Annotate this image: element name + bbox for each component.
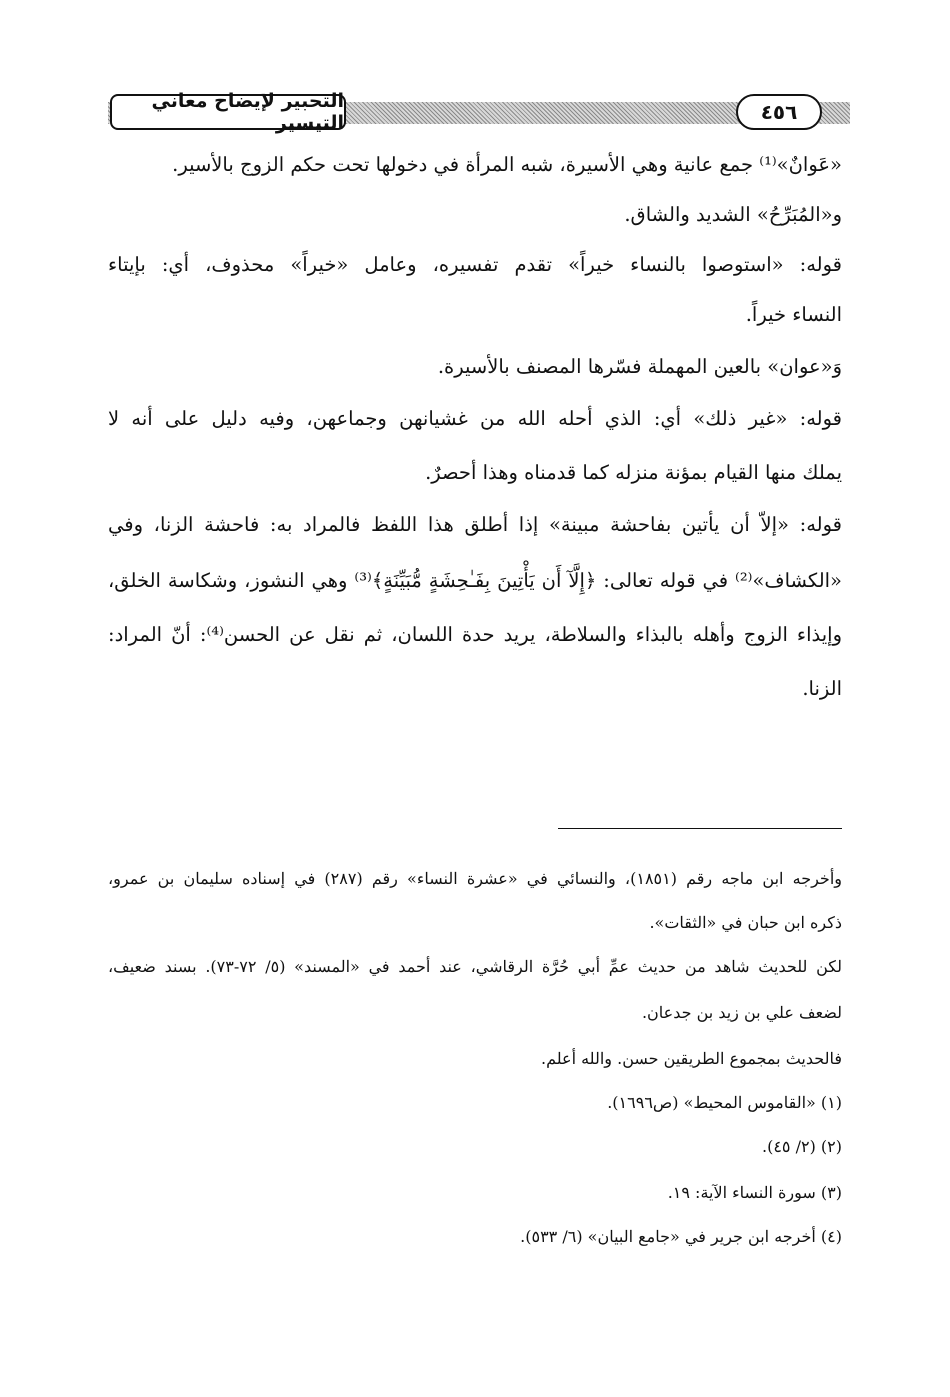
body-line-4: النساء خيراً. (745, 303, 842, 326)
body-line-9: «الكشاف»⁽²⁾ في قوله تعالى: ﴿إِلَّآ أَن يَأْتِينَ بِفَـٰحِشَةٍ مُّبَيِّنَةٍ﴾⁽³⁾ وهي النشوز، وشكاسة الخلق، (108, 569, 842, 592)
footnote-divider (558, 828, 842, 829)
footnote-line-3: لكن للحديث شاهد من حديث عمِّ أبي حُرَّة الرقاشي، عند أحمد في «المسند» (٥/ ٧٢-٧٣). بسند ضعيف، (108, 957, 843, 976)
body-line-10: وإيذاء الزوج وأهله بالبذاء والسلاطة، يريد حدة اللسان، ثم نقل عن الحسن⁽⁴⁾: أنّ المراد: (108, 623, 842, 646)
body-line-5: وَ«عوان» بالعين المهملة فسّرها المصنف بالأسيرة. (437, 355, 842, 378)
body-line-1: «عَوانٌ»⁽¹⁾ جمع عانية وهي الأسيرة، شبه المرأة في دخولها تحت حكم الزوج بالأسير. (172, 153, 842, 176)
footnote-1: (١) «القاموس المحيط» (ص١٦٩٦). (607, 1093, 842, 1112)
footnote-line-4: لضعف علي بن زيد بن جدعان. (641, 1003, 842, 1022)
footnote-3: (٣) سورة النساء الآية: ١٩. (667, 1183, 842, 1202)
body-line-2: و«المُبَرِّحُ» الشديد والشاق. (624, 203, 842, 226)
body-line-7: يملك منها القيام بمؤنة منزله كما قدمناه وهذا أحصرٌ. (425, 461, 842, 484)
body-line-3: قوله: «استوصوا بالنساء خيراً» تقدم تفسيره، وعامل «خيراً» محذوف، أي: بإيتاء (108, 253, 842, 276)
footnote-4: (٤) أخرجه ابن جرير في «جامع البيان» (٦/ ٥٣٣). (520, 1227, 842, 1246)
footnote-2: (٢) (٢/ ٤٥). (761, 1137, 842, 1156)
body-line-11: الزنا. (802, 677, 842, 700)
book-title: التحبير لإيضاح معاني التيسير (110, 94, 346, 130)
footnote-line-2: ذكره ابن حبان في «الثقات». (649, 913, 842, 932)
page-header (108, 90, 850, 134)
body-line-6: قوله: «غير ذلك» أي: الذي أحله الله من غشيانهن وجماعهن، وفيه دليل على أنه لا (108, 407, 842, 430)
body-line-8: قوله: «إلاّ أن يأتين بفاحشة مبينة» إذا أطلق هذا اللفظ فالمراد به: فاحشة الزنا، وفي (108, 513, 842, 536)
footnote-line-1: وأخرجه ابن ماجه رقم (١٨٥١)، والنسائي في «عشرة النساء» رقم (٢٨٧) في إسناده سليمان بن عمرو، (108, 869, 842, 888)
footnote-line-5: فالحديث بمجموع الطريقين حسن. والله أعلم. (540, 1049, 842, 1068)
page-number: ٤٥٦ (736, 94, 822, 130)
